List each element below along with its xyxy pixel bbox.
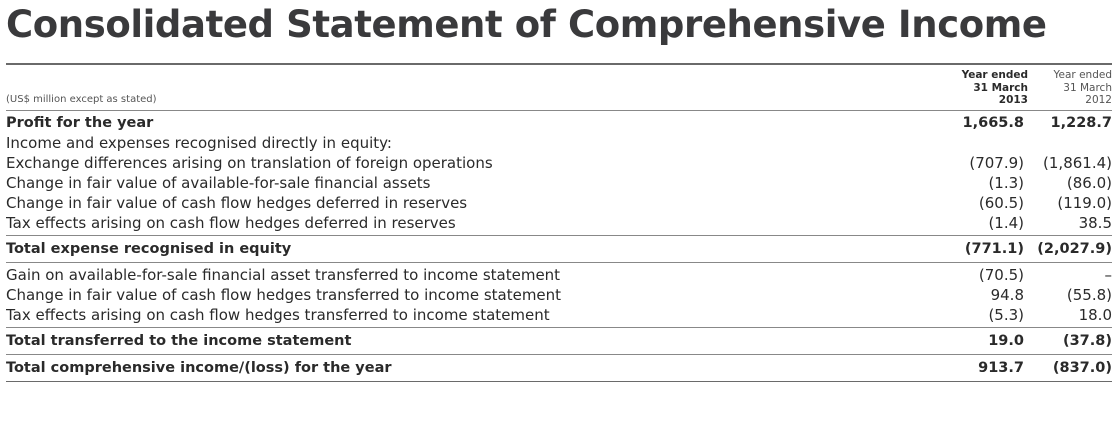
- value-2012: 1,228.7: [1050, 114, 1112, 131]
- row-label: Total transferred to the income statement: [6, 332, 352, 349]
- value-2013: (1.4): [988, 213, 1024, 232]
- value-2013: 913.7: [978, 359, 1024, 376]
- value-2013: (771.1): [964, 240, 1024, 257]
- row-label: Profit for the year: [6, 114, 154, 131]
- value-2012: 38.5: [1078, 213, 1112, 232]
- table-row-gain-afs-transferred: [6, 265, 1112, 285]
- column-header-2012-line2: 31 March: [1063, 81, 1112, 94]
- column-header-2013: [948, 69, 1028, 107]
- value-2012: (837.0): [1052, 359, 1112, 376]
- column-header-2013-line2: 31 March: [973, 81, 1028, 94]
- row-label: Change in fair value of cash flow hedges deferred in reserves: [6, 193, 468, 212]
- top-divider: [6, 63, 1112, 65]
- row-label: Gain on available-for-sale financial asset transferred to income statement: [6, 265, 561, 284]
- table-row-exchange-differences: [6, 153, 1112, 173]
- value-2012: (37.8): [1062, 332, 1112, 349]
- table-row-total-equity: [6, 238, 1112, 260]
- value-2013: 1,665.8: [962, 114, 1024, 131]
- value-2012: (2,027.9): [1037, 240, 1112, 257]
- value-2012: –: [1104, 265, 1112, 284]
- table-row-afs-fair-value: [6, 173, 1112, 193]
- statement-table: [6, 112, 1112, 384]
- table-row-cfh-deferred: [6, 193, 1112, 213]
- row-label: Change in fair value of available-for-sale financial assets: [6, 173, 431, 192]
- value-2013: 19.0: [988, 332, 1024, 349]
- column-header-2012-line3: 2012: [1085, 94, 1112, 106]
- table-row-total-comprehensive: [6, 357, 1112, 379]
- table-row-profit: [6, 112, 1112, 134]
- row-label: Tax effects arising on cash flow hedges deferred in reserves: [6, 213, 456, 232]
- bottom-divider: [6, 381, 1112, 382]
- row-label: Exchange differences arising on translation of foreign operations: [6, 153, 493, 172]
- value-2012: 18.0: [1078, 305, 1112, 324]
- row-divider: [6, 262, 1112, 263]
- column-header-2012-line1: Year ended: [1053, 69, 1112, 81]
- value-2013: (1.3): [988, 173, 1024, 192]
- value-2012: (86.0): [1066, 173, 1112, 192]
- value-2013: (60.5): [978, 193, 1024, 212]
- table-row-cfh-transferred: [6, 285, 1112, 305]
- column-header-2013-line3: 2013: [998, 94, 1028, 106]
- row-divider: [6, 327, 1112, 328]
- row-divider: [6, 354, 1112, 355]
- row-label: Change in fair value of cash flow hedges transferred to income statement: [6, 285, 562, 304]
- column-header-2013-line1: Year ended: [961, 69, 1028, 81]
- row-label: Total comprehensive income/(loss) for the year: [6, 359, 392, 376]
- units-note: (US$ million except as stated): [6, 94, 157, 105]
- table-row-tax-cfh-transferred: [6, 305, 1112, 325]
- header-divider: [6, 110, 1112, 111]
- row-label: Total expense recognised in equity: [6, 240, 292, 257]
- column-header-2012: [1032, 69, 1112, 107]
- value-2013: (707.9): [969, 153, 1024, 172]
- table-row-income-expenses-heading: [6, 134, 1112, 153]
- table-row-tax-cfh-deferred: [6, 213, 1112, 233]
- value-2012: (119.0): [1057, 193, 1112, 212]
- row-divider: [6, 235, 1112, 236]
- value-2013: (5.3): [988, 305, 1024, 324]
- row-label: Income and expenses recognised directly in equity:: [6, 134, 392, 152]
- table-row-total-transferred: [6, 330, 1112, 352]
- value-2012: (1,861.4): [1043, 153, 1112, 172]
- value-2012: (55.8): [1066, 285, 1112, 304]
- value-2013: 94.8: [990, 285, 1024, 304]
- row-label: Tax effects arising on cash flow hedges transferred to income statement: [6, 305, 550, 324]
- page-title: Consolidated Statement of Comprehensive Income: [6, 3, 1047, 46]
- value-2013: (70.5): [978, 265, 1024, 284]
